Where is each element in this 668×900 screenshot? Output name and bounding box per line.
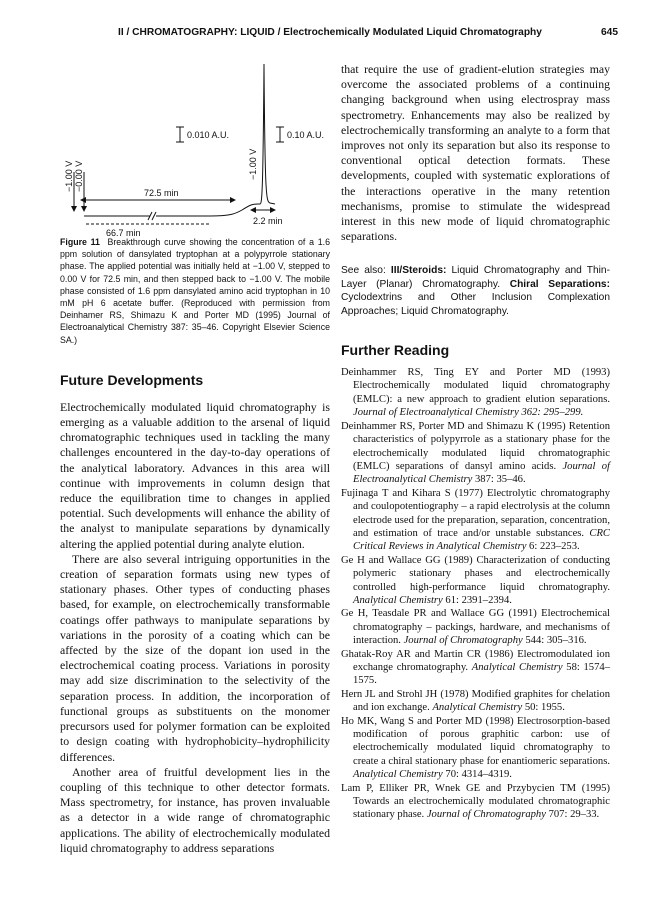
see-also-text: Liquid Chromatography and Thin-Layer (Planar) Chromatography. <box>341 265 610 290</box>
see-also-link[interactable]: III/Steroids: <box>390 265 447 277</box>
ref-text: Ge H, Teasdale PR and Wallace GG (1991) Electrochemical chromatography – packings, hardware, and mechanisms of interaction. <box>341 608 610 647</box>
figure-caption <box>60 236 330 346</box>
further-reading-heading: Further Reading <box>341 342 450 359</box>
caption-text: Breakthrough curve showing the concentration of a 1.6 ppm solution of dansylated tryptophan at a polypyrrole stationary phase. The applied potential was initially held at −1.00 V, stepped to 0.00 V for 72.5 min, and then stepped back to −1.00 V. The mobile phase consisted of 1.6 ppm dansylated amino acid tryptophan in 10 mM pH 6 acetate buffer. (Reproduced with permission from Deinhamer RS, Shimazu K and Porter MD (1995) Journal of Electroanalytical Chemistry 387: 35–46. Copyright Elsevier Science SA.) <box>60 237 330 345</box>
ref-journal: Journal of Chromatography <box>426 809 546 821</box>
reference-item <box>341 688 610 715</box>
continuation-paragraph: that require the use of gradient-elution strategies may overcome the associated problems of a continuing changing background when using electrospray mass spectrometry. Enhancements may also be realized by electrochemically transforming an analyte to a form that improves not only its separation but also its response to conventional optical detection formats. These developments, coupled with systematic explorations of the interactions operative in the many retention mechanisms, promise to stimulate the widespread interest in this new mode of liquid chromatographic separations. <box>341 62 610 244</box>
ref-journal: Analytical Chemistry <box>353 769 443 781</box>
running-title: II / CHROMATOGRAPHY: LIQUID / Electrochemically Modulated Liquid Chromatography <box>118 27 542 38</box>
time-label-1: 72.5 min <box>144 188 179 198</box>
voltage-label-1: −1.00 V <box>64 160 74 192</box>
paragraph: There are also several intriguing opportunities in the creation of separation formats using new types of stationary phases. Other types of conducting phases based, for example, on electrochemically transformable coatings offer pathways to manipulate separations by variations in the porosity of a coating which can be affected by the size of the dopant ion used in the electrochemical coating process. Variations in porosity may add size discrimination to the selectivity of the separation process. In addition, the incorporation of functional groups as substituents on the monomer precursors used for polymer formation can be exploited to design coating with hydrophobicity–hydrophilicity differences. <box>60 551 330 764</box>
ref-text: Ho MK, Wang S and Porter MD (1998) Electrosorption-based modification of porous graphitic carbon: use of electrochemically modulated liquid chromatography to create a chiral stationary phase for enantiomeric separations. <box>341 715 610 767</box>
running-header <box>118 27 618 43</box>
reference-item <box>341 420 610 487</box>
ref-journal: Journal of Electroanalytical Chemistry <box>353 407 519 419</box>
ref-text: Hern JL and Strohl JH (1978) Modified graphites for chelation and ion exchange. <box>341 688 610 714</box>
see-also-text: Cyclodextrins and Other Inclusion Complexation Approaches; Liquid Chromatography. <box>341 292 610 317</box>
reference-item <box>341 782 610 822</box>
figure-11 <box>60 44 330 346</box>
reference-item <box>341 487 610 554</box>
ref-volume: 58: 1574–1575. <box>353 662 610 687</box>
time-arrow-1-right <box>230 197 236 203</box>
ref-volume: 362: 295–299. <box>518 407 584 419</box>
voltage-label-2: −0.00 V <box>74 160 84 192</box>
ref-journal: CRC Critical Reviews in Analytical Chemistry <box>353 527 610 553</box>
paragraph: Electrochemically modulated liquid chromatography is emerging as a valuable addition to the arsenal of liquid chromatographic techniques used in tackling the many challenges encountered in the day-to-day operations of the analytical laboratory. Advances in this area will continue with improvements in column design that reduce the equilibration time to changes in applied potential. Such developments will enhance the ability of the analyst to manipulate separations by dynamically altering the applied potential during analyte elution. <box>60 399 330 551</box>
break-mark-2 <box>152 212 156 220</box>
scale-label-2: 0.10 A.U. <box>287 130 325 140</box>
ref-volume: 707: 29–33. <box>545 809 600 821</box>
left-column <box>60 44 330 856</box>
ref-text: Deinhammer RS, Ting EY and Porter MD (1993) Electrochemically modulated liquid chromatography (EMLC): a new approach to gradient elution separations. <box>341 367 610 405</box>
ref-journal: Journal of Chromatography <box>403 635 523 647</box>
ref-volume: 70: 4314–4319. <box>442 769 512 781</box>
time-arrow-3-left <box>250 207 256 213</box>
ref-journal: Journal of Electroanalytical Chemistry <box>353 460 610 486</box>
reference-item <box>341 607 610 647</box>
reference-item <box>341 554 610 608</box>
reference-item <box>341 715 610 782</box>
scale-label-1: 0.010 A.U. <box>187 130 230 140</box>
ref-text: Fujinaga T and Kihara S (1977) Electrolytic chromatography and coulopotentiography – a rapid electrolysis at the column electrode used for the preparation, separation, concentration, and estimation of trace and/or unstable substances. <box>341 487 610 539</box>
voltage-label-peak: −1.00 V <box>248 148 258 180</box>
arrow-head-1 <box>71 206 77 212</box>
ref-text: Lam P, Elliker PR, Wnek GE and Przybycien TM (1995) Towards an electrochemically modulated chromatographic stationary phase. <box>341 782 610 821</box>
see-also <box>341 264 610 318</box>
ref-volume: 387: 35–46. <box>472 474 526 486</box>
ref-text: Ge H and Wallace GG (1989) Characterization of conducting polymeric stationary phases and electrochemically controlled high-performance liquid chromatography. <box>341 554 610 593</box>
future-developments-heading: Future Developments <box>60 371 204 388</box>
page-number: 645 <box>601 27 618 38</box>
ref-volume: 61: 2391–2394. <box>442 594 512 606</box>
time-arrow-3-right <box>270 207 276 213</box>
future-body <box>60 400 330 856</box>
see-also-label: See also: <box>341 265 386 277</box>
arrow-head-2 <box>81 206 87 212</box>
ref-volume: 6: 223–253. <box>526 541 580 553</box>
ref-text: Deinhammer RS, Porter MD and Shimazu K (1995) Retention characteristics of polypyrrole as a stationary phase for the electrochemically modulated liquid chromatographic (EMLC) separations of dansyl amino acids. <box>341 420 610 472</box>
breakthrough-chart <box>60 44 330 236</box>
ref-journal: Analytical Chemistry <box>432 702 523 714</box>
reference-item <box>341 648 610 688</box>
ref-journal: Analytical Chemistry <box>471 662 563 673</box>
reference-item <box>341 366 610 420</box>
ref-journal: Analytical Chemistry <box>353 594 443 606</box>
caption-label: Figure 11 <box>60 237 100 247</box>
ref-volume: 50: 1955. <box>522 702 565 714</box>
reference-list <box>341 366 610 822</box>
ref-volume: 544: 305–316. <box>522 635 587 647</box>
time-arrow-1-left <box>80 197 86 203</box>
ref-text: Ghatak-Roy AR and Martin CR (1986) Electromodulated ion exchange chromatography. <box>341 648 610 673</box>
time-label-3: 2.2 min <box>253 216 283 226</box>
time-label-2: 66.7 min <box>106 228 141 236</box>
paragraph: Another area of fruitful development lies in the coupling of this technique to other detector formats. Mass spectrometry, for instance, has proven invaluable as a detector in a wide range of chromatographic applications. The ability of electrochemically modulated liquid chromatography to address separations <box>60 764 330 855</box>
right-column <box>341 62 610 822</box>
see-also-link[interactable]: Chiral Separations: <box>509 278 610 290</box>
